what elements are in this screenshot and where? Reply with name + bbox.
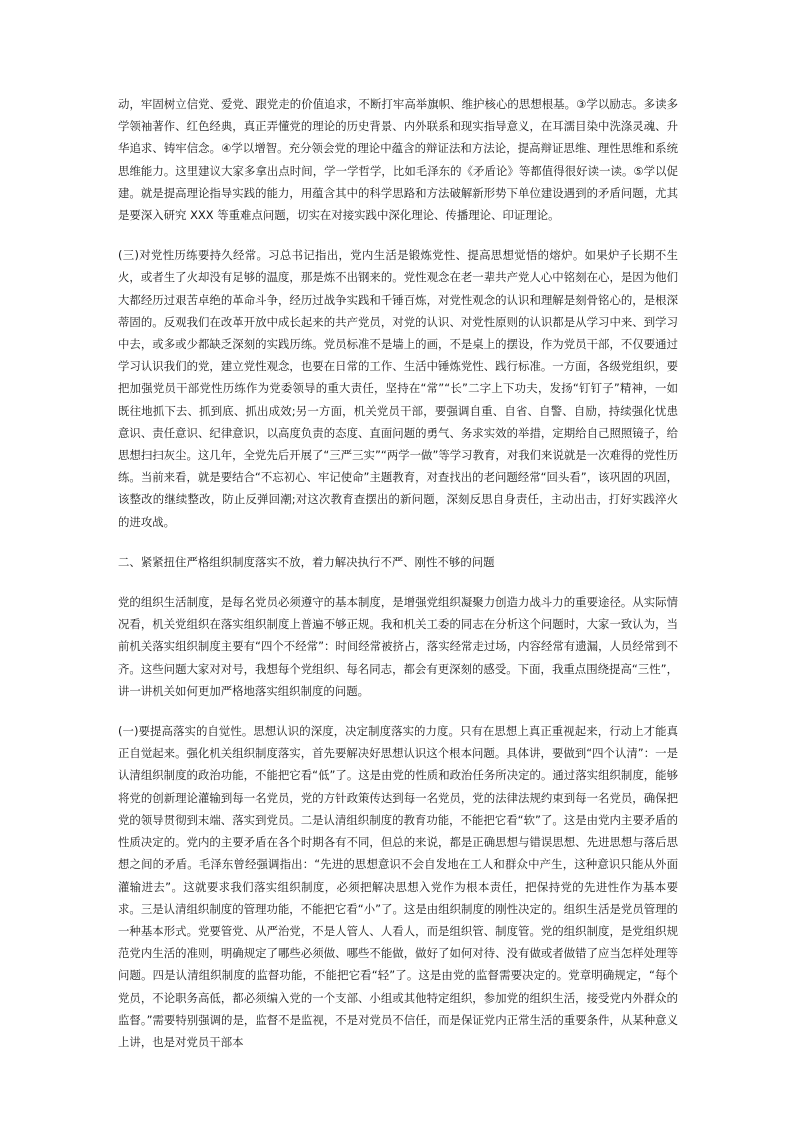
section-heading-two: 二、紧紧扭住严格组织制度落实不放，着力解决执行不严、刚性不够的问题: [118, 554, 495, 569]
paragraph-party-spirit-training: (三)对党性历练要持久经常。习总书记指出，党内生活是锻炼党性、提高思想觉悟的熔炉。如果炉子长期不生火，或者生了火却没有足够的温度，那是炼不出钢来的。党性观念在老一辈共产党人心中铭刻在心，是因为他们大都经历过艰苦卓绝的革命斗争，经历过战争实践和千锤百炼，对党性观念的认识和理解是刻骨铭心的，是根深蒂固的。反观我们在改革开放中成长起来的共产党员，对党的认识、对党性原则的认识都是从学习中来、到学习中去，或多或少都缺乏深刻的实践历练。党员标准不是墙上的画，不是桌上的摆设，作为党员干部，不仅要通过学习认识我们的党，建立党性观念，也要在日常的工作、生活中锤炼党性、践行标准。一方面，各级党组织，要把加强党员干部党性历练作为党委领导的重大责任，坚持在“常”“长”二字上下功夫，发扬“钉钉子”精神，一如既往地抓下去、抓到底、抓出成效;另一方面，机关党员干部，要强调自重、自省、自警、自励，持续强化忧患意识、责任意识、纪律意识，以高度负责的态度、直面问题的勇气、务求实效的举措，定期给自己照照镜子，给思想扫扫灰尘。这几年，全党先后开展了“三严三实”“两学一做”等学习教育，对我们来说就是一次难得的党性历练。当前来看，就是要结合“不忘初心、牢记使命”主题教育，对查找出的老问题经常“回头看”，该巩固的巩固，该整改的继续整改，防止反弹回潮;对这次教育查摆出的新问题，深刻反思自身责任，主动出击，打好实践淬火的进攻战。: [118, 248, 678, 529]
paragraph-organization-system: 党的组织生活制度，是每名党员必须遵守的基本制度，是增强党组织凝聚力创造力战斗力的重要途径。从实际情况看，机关党组织在落实组织制度上普遍不够正规。我和机关工委的同志在分析这个问题时，大家一致认为，当前机关落实组织制度主要有“四个不经常”：时间经常被挤占，落实经常走过场，内容经常有遗漏，人员经常到不齐。这些问题大家对对号，我想每个党组织、每名同志，都会有更深刻的感受。下面，我重点围绕提高“三性”，讲一讲机关如何更加严格地落实组织制度的问题。: [118, 595, 678, 698]
paragraph-consciousness: (一)要提高落实的自觉性。思想认识的深度，决定制度落实的力度。只有在思想上真正重视起来，行动上才能真正自觉起来。强化机关组织制度落实，首先要解决好思想认识这个根本问题。具体讲，要做到“四个认清”：一是认清组织制度的政治功能，不能把它看“低”了。这是由党的性质和政治任务所决定的。通过落实组织制度，能够将党的创新理论灌输到每一名党员，党的方针政策传达到每一名党员，党的法律法规约束到每一名党员，确保把党的领导贯彻到末端、落实到党员。二是认清组织制度的教育功能，不能把它看“软”了。这是由党内主要矛盾的性质决定的。党内的主要矛盾在各个时期各有不同，但总的来说，都是正确思想与错误思想、先进思想与落后思想之间的矛盾。毛泽东曾经强调指出：“先进的思想意识不会自发地在工人和群众中产生，这种意识只能从外面灌输进去”。这就要求我们落实组织制度，必须把解决思想入党作为根本责任，把保持党的先进性作为基本要求。三是认清组织制度的管理功能，不能把它看“小”了。这是由组织制度的刚性决定的。组织生活是党员管理的一种基本形式。党要管党、从严治党，不是人管人、人看人，而是组织管、制度管。党的组织制度，是党组织规范党内生活的准则，明确规定了哪些必须做、哪些不能做，做好了如何对待、没有做或者做错了应当怎样处理等问题。四是认清组织制度的监督功能，不能把它看“轻”了。这是由党的监督需要决定的。党章明确规定，“每个党员，不论职务高低，都必须编入党的一个支部、小组或其他特定组织，参加党的组织生活，接受党内外群众的监督。”需要特别强调的是，监督不是监视，不是对党员不信任，而是保证党内正常生活的重要条件，从某种意义上讲，也是对党员干部本: [118, 724, 678, 1049]
document-page: [118, 93, 678, 1071]
paragraph-study-goals: 动，牢固树立信党、爱党、跟党走的价值追求，不断打牢高举旗帜、维护核心的思想根基。③学以励志。多读多学领袖著作、红色经典，真正弄懂党的理论的历史背景、内外联系和现实指导意义，在耳濡目染中洗涤灵魂、升华追求、铸牢信念。④学以增智。充分领会党的理论中蕴含的辩证法和方法论，提高辩证思维、理性思维和系统思维能力。这里建议大家多拿出点时间，学一学哲学，比如毛泽东的《矛盾论》等都值得很好读一读。⑤学以促建。就是提高理论指导实践的能力，用蕴含其中的科学思路和方法破解新形势下单位建设遇到的矛盾问题，尤其是要深入研究 XXX 等重难点问题，切实在对接实践中深化理论、传播理论、印证理论。: [118, 97, 678, 223]
